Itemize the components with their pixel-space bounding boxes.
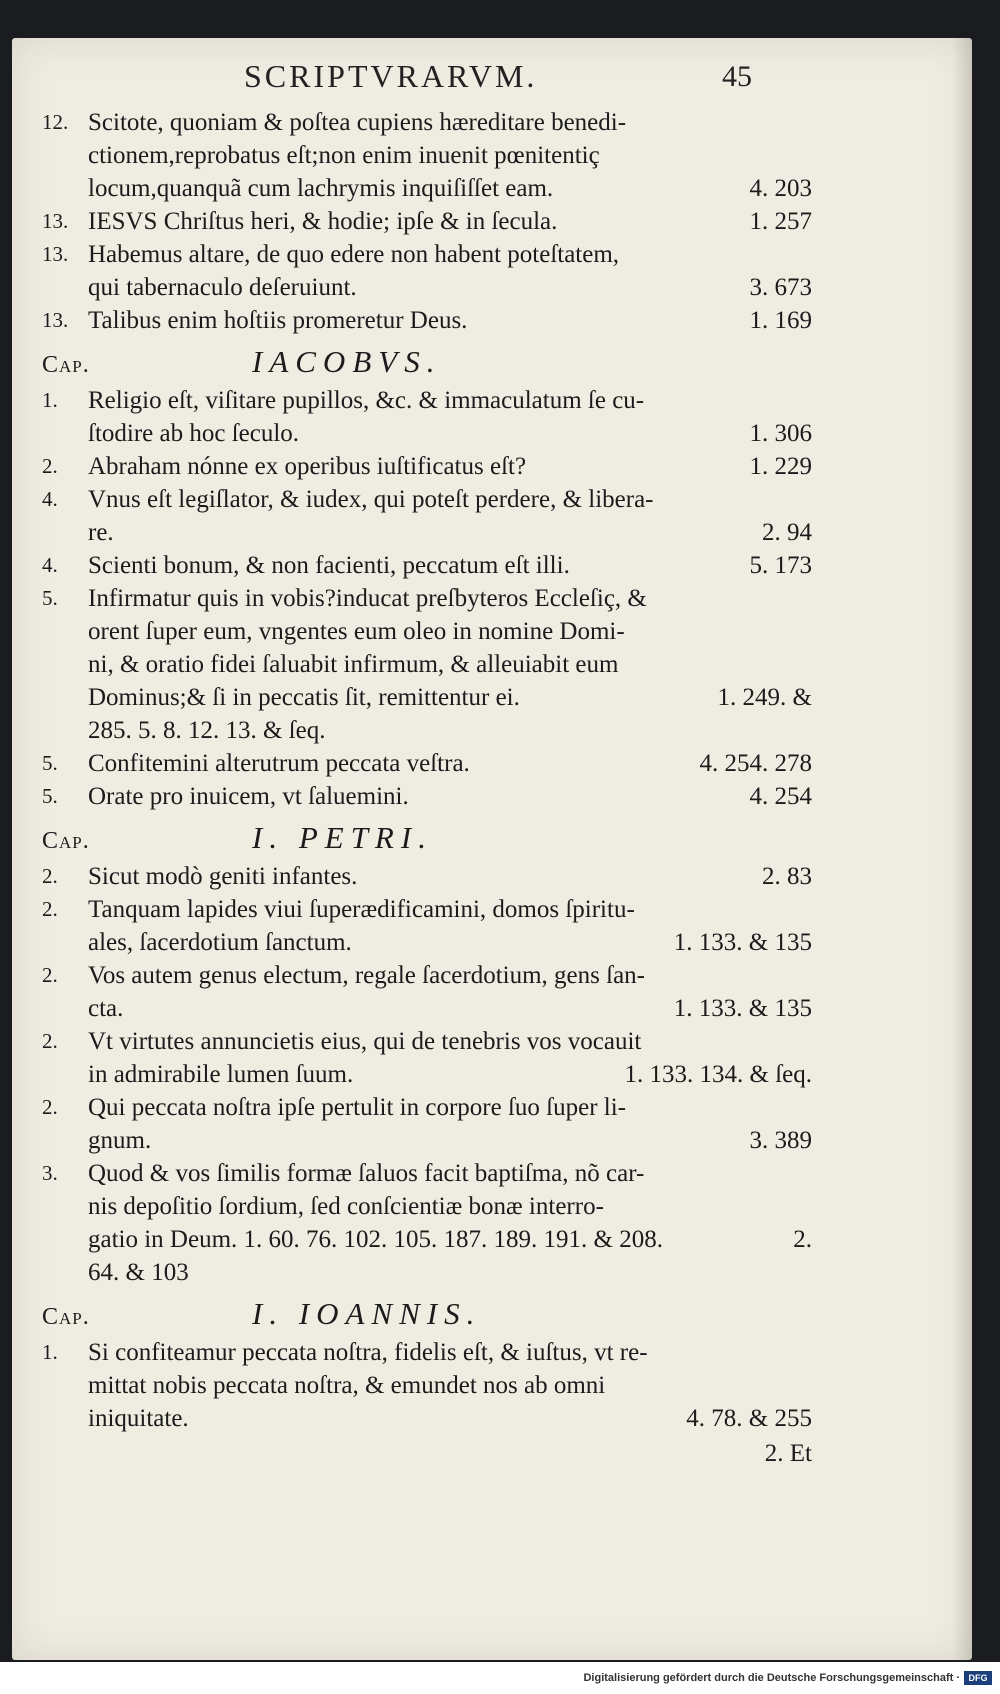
- catchword: 2. Et: [764, 1440, 812, 1467]
- entry-line: [88, 238, 812, 271]
- chapter-number: 2.: [42, 864, 58, 888]
- scripture-entry: [42, 860, 812, 893]
- book-heading: [42, 821, 812, 858]
- verse-text: Orate pro inuicem, vt ſaluemini.: [88, 783, 409, 810]
- verse-text: Infirmatur quis in vobis?inducat preſbyteros Eccleſiç, &: [88, 585, 647, 612]
- entry-line: [88, 582, 812, 615]
- verse-text: Si confiteamur peccata noſtra, fidelis eſt, & iuſtus, vt re-: [88, 1339, 648, 1366]
- entry-body: [88, 860, 812, 893]
- entry-line: [88, 106, 812, 139]
- page-reference: 4. 203: [749, 175, 812, 202]
- entry-body: [88, 238, 812, 304]
- book-page: [12, 38, 972, 1660]
- verse-text: locum,quanquã cum lachrymis inquiſiſſet eam.: [88, 175, 554, 202]
- chapter-label: Cap.: [42, 828, 90, 854]
- entry-line: [88, 1256, 812, 1289]
- entry-body: [88, 483, 812, 549]
- entry-body: [88, 780, 812, 813]
- page-reference: 1. 133. 134. & ſeq.: [624, 1061, 812, 1088]
- verse-text: in admirabile lumen ſuum.: [88, 1061, 354, 1088]
- entry-body: [88, 549, 812, 582]
- book-heading: [42, 345, 812, 382]
- scripture-entry: [42, 582, 812, 747]
- entry-line: [88, 860, 812, 893]
- page-reference: 2. 94: [762, 519, 812, 546]
- verse-text: nis depoſitio ſordium, ſed conſcientiæ bonæ interro-: [88, 1193, 604, 1220]
- chapter-number: 5.: [42, 586, 58, 610]
- page-reference: 3. 389: [749, 1127, 812, 1154]
- digitization-footer: [0, 1662, 1000, 1694]
- verse-text: Sicut modò geniti infantes.: [88, 863, 358, 890]
- verse-text: Vt virtutes annuncietis eius, qui de tenebris vos vocauit: [88, 1028, 642, 1055]
- page-reference: 1. 249. &: [717, 684, 812, 711]
- verse-text: ſtodire ab hoc ſeculo.: [88, 420, 300, 447]
- verse-text: Talibus enim hoſtiis promeretur Deus.: [88, 307, 468, 334]
- chapter-label: Cap.: [42, 352, 90, 378]
- entry-body: [88, 450, 812, 483]
- verse-text: 285. 5. 8. 12. 13. & ſeq.: [88, 717, 326, 744]
- page-reference: 4. 254: [749, 783, 812, 810]
- chapter-number: 2.: [42, 897, 58, 921]
- entry-body: [88, 304, 812, 337]
- page-reference: 4. 78. & 255: [686, 1405, 812, 1432]
- verse-text: Scitote, quoniam & poſtea cupiens hæreditare benedi-: [88, 109, 627, 136]
- page-reference: 1. 306: [749, 420, 812, 447]
- chapter-number: 13.: [42, 242, 69, 266]
- dfg-logo: DFG: [964, 1671, 992, 1685]
- entry-line: [88, 1336, 812, 1369]
- entry-line: [88, 450, 812, 483]
- scripture-entry: [42, 1025, 812, 1091]
- entry-line: [88, 271, 812, 304]
- verse-text: Abraham nónne ex operibus iuſtificatus eſt?: [88, 453, 527, 480]
- funding-credit: Digitalisierung gefördert durch die Deutsche Forschungsgemeinschaft ·: [583, 1672, 960, 1684]
- entry-body: [88, 384, 812, 450]
- entry-line: [88, 1223, 812, 1256]
- scripture-entry: [42, 450, 812, 483]
- entry-body: [88, 205, 812, 238]
- verse-text: Quod & vos ſimilis formæ ſaluos facit baptiſma, nõ car-: [88, 1160, 645, 1187]
- entry-line: [88, 1157, 812, 1190]
- verse-text: Dominus;& ſi in peccatis ſit, remittentur ei.: [88, 684, 520, 711]
- entry-body: [88, 893, 812, 959]
- page-number: 45: [722, 60, 752, 93]
- entry-line: [88, 516, 812, 549]
- running-head-title: SCRIPTVRARVM.: [244, 58, 538, 94]
- chapter-number: 1.: [42, 388, 58, 412]
- entry-line: [88, 926, 812, 959]
- scripture-entry: [42, 1091, 812, 1157]
- verse-text: mittat nobis peccata noſtra, & emundet nos ab omni: [88, 1372, 606, 1399]
- chapter-number: 2.: [42, 1029, 58, 1053]
- entry-body: [88, 1336, 812, 1435]
- verse-text: ctionem,reprobatus eſt;non enim inuenit pœnitentiç: [88, 142, 600, 169]
- chapter-number: 5.: [42, 784, 58, 808]
- chapter-number: 2.: [42, 454, 58, 478]
- entry-line: [88, 780, 812, 813]
- scripture-entry: [42, 780, 812, 813]
- verse-text: cta.: [88, 995, 124, 1022]
- verse-text: gnum.: [88, 1127, 152, 1154]
- page-content: [42, 106, 812, 1470]
- verse-text: Confitemini alterutrum peccata veſtra.: [88, 750, 470, 777]
- entry-line: [88, 615, 812, 648]
- entry-line: [88, 714, 812, 747]
- page-reference: 4. 254. 278: [699, 750, 812, 777]
- entry-line: [88, 992, 812, 1025]
- entry-line: [88, 893, 812, 926]
- chapter-number: 1.: [42, 1340, 58, 1364]
- scripture-entry: [42, 747, 812, 780]
- verse-text: orent ſuper eum, vngentes eum oleo in nomine Domi-: [88, 618, 625, 645]
- verse-text: Habemus altare, de quo edere non habent poteſtatem,: [88, 241, 620, 268]
- entry-line: [88, 205, 812, 238]
- page-reference: 5. 173: [749, 552, 812, 579]
- verse-text: qui tabernaculo deſeruiunt.: [88, 274, 357, 301]
- verse-text: ales, ſacerdotium ſanctum.: [88, 929, 352, 956]
- chapter-label: Cap.: [42, 1304, 90, 1330]
- verse-text: 64. & 103: [88, 1259, 189, 1286]
- chapter-number: 3.: [42, 1161, 58, 1185]
- entry-body: [88, 1025, 812, 1091]
- entry-line: [88, 648, 812, 681]
- entry-line: [88, 1091, 812, 1124]
- entry-body: [88, 1157, 812, 1289]
- entry-line: [88, 1369, 812, 1402]
- chapter-number: 13.: [42, 209, 69, 233]
- book-title: I. IOANNIS.: [252, 1296, 482, 1331]
- book-title: I. PETRI.: [252, 820, 433, 855]
- scripture-entry: [42, 238, 812, 304]
- scripture-entry: [42, 483, 812, 549]
- entry-line: [88, 483, 812, 516]
- chapter-number: 13.: [42, 308, 69, 332]
- page-reference: 1. 133. & 135: [673, 995, 812, 1022]
- page-reference: 1. 229: [749, 453, 812, 480]
- entry-line: [88, 172, 812, 205]
- entry-line: [88, 384, 812, 417]
- scripture-entry: [42, 1157, 812, 1289]
- entry-line: [88, 1025, 812, 1058]
- verse-text: iniquitate.: [88, 1405, 189, 1432]
- entry-line: [88, 681, 812, 714]
- scripture-entry: [42, 549, 812, 582]
- entry-line: [88, 1190, 812, 1223]
- page-reference: 1. 257: [749, 208, 812, 235]
- chapter-number: 4.: [42, 487, 58, 511]
- verse-text: Tanquam lapides viui ſuperædificamini, domos ſpiritu-: [88, 896, 635, 923]
- entry-line: [88, 1124, 812, 1157]
- entry-body: [88, 106, 812, 205]
- page-reference: 3. 673: [749, 274, 812, 301]
- scripture-entry: [42, 106, 812, 205]
- entry-line: [88, 1058, 812, 1091]
- page-reference: 2.: [793, 1226, 812, 1253]
- verse-text: IESVS Chriſtus heri, & hodie; ipſe & in ſecula.: [88, 208, 558, 235]
- scripture-entry: [42, 205, 812, 238]
- entry-body: [88, 747, 812, 780]
- verse-text: Vnus eſt legiſlator, & iudex, qui poteſt perdere, & libera-: [88, 486, 654, 513]
- page-reference: 2. 83: [762, 863, 812, 890]
- scripture-entry: [42, 893, 812, 959]
- verse-text: re.: [88, 519, 114, 546]
- entry-line: [88, 417, 812, 450]
- book-heading: [42, 1297, 812, 1334]
- scripture-entry: [42, 1336, 812, 1435]
- entry-line: [88, 139, 812, 172]
- entry-body: [88, 582, 812, 747]
- verse-text: Qui peccata noſtra ipſe pertulit in corpore ſuo ſuper li-: [88, 1094, 627, 1121]
- chapter-number: 2.: [42, 963, 58, 987]
- verse-text: Vos autem genus electum, regale ſacerdotium, gens ſan-: [88, 962, 645, 989]
- chapter-number: 5.: [42, 751, 58, 775]
- page-reference: 1. 133. & 135: [673, 929, 812, 956]
- entry-line: [88, 747, 812, 780]
- entry-body: [88, 1091, 812, 1157]
- entry-line: [88, 549, 812, 582]
- verse-text: Scienti bonum, & non facienti, peccatum eſt illi.: [88, 552, 570, 579]
- page-reference: 1. 169: [749, 307, 812, 334]
- scripture-entry: [42, 304, 812, 337]
- chapter-number: 2.: [42, 1095, 58, 1119]
- verse-text: gatio in Deum. 1. 60. 76. 102. 105. 187. 189. 191. & 208.: [88, 1226, 663, 1253]
- entry-body: [88, 959, 812, 1025]
- scripture-entry: [42, 384, 812, 450]
- scripture-entry: [42, 959, 812, 1025]
- entry-line: [88, 959, 812, 992]
- entry-line: [88, 1402, 812, 1435]
- entry-line: [88, 304, 812, 337]
- verse-text: Religio eſt, viſitare pupillos, &c. & immaculatum ſe cu-: [88, 387, 645, 414]
- chapter-number: 12.: [42, 110, 69, 134]
- running-head: [12, 58, 972, 98]
- chapter-number: 4.: [42, 553, 58, 577]
- verse-text: ni, & oratio fidei ſaluabit infirmum, & alleuiabit eum: [88, 651, 619, 678]
- book-title: IACOBVS.: [252, 344, 442, 379]
